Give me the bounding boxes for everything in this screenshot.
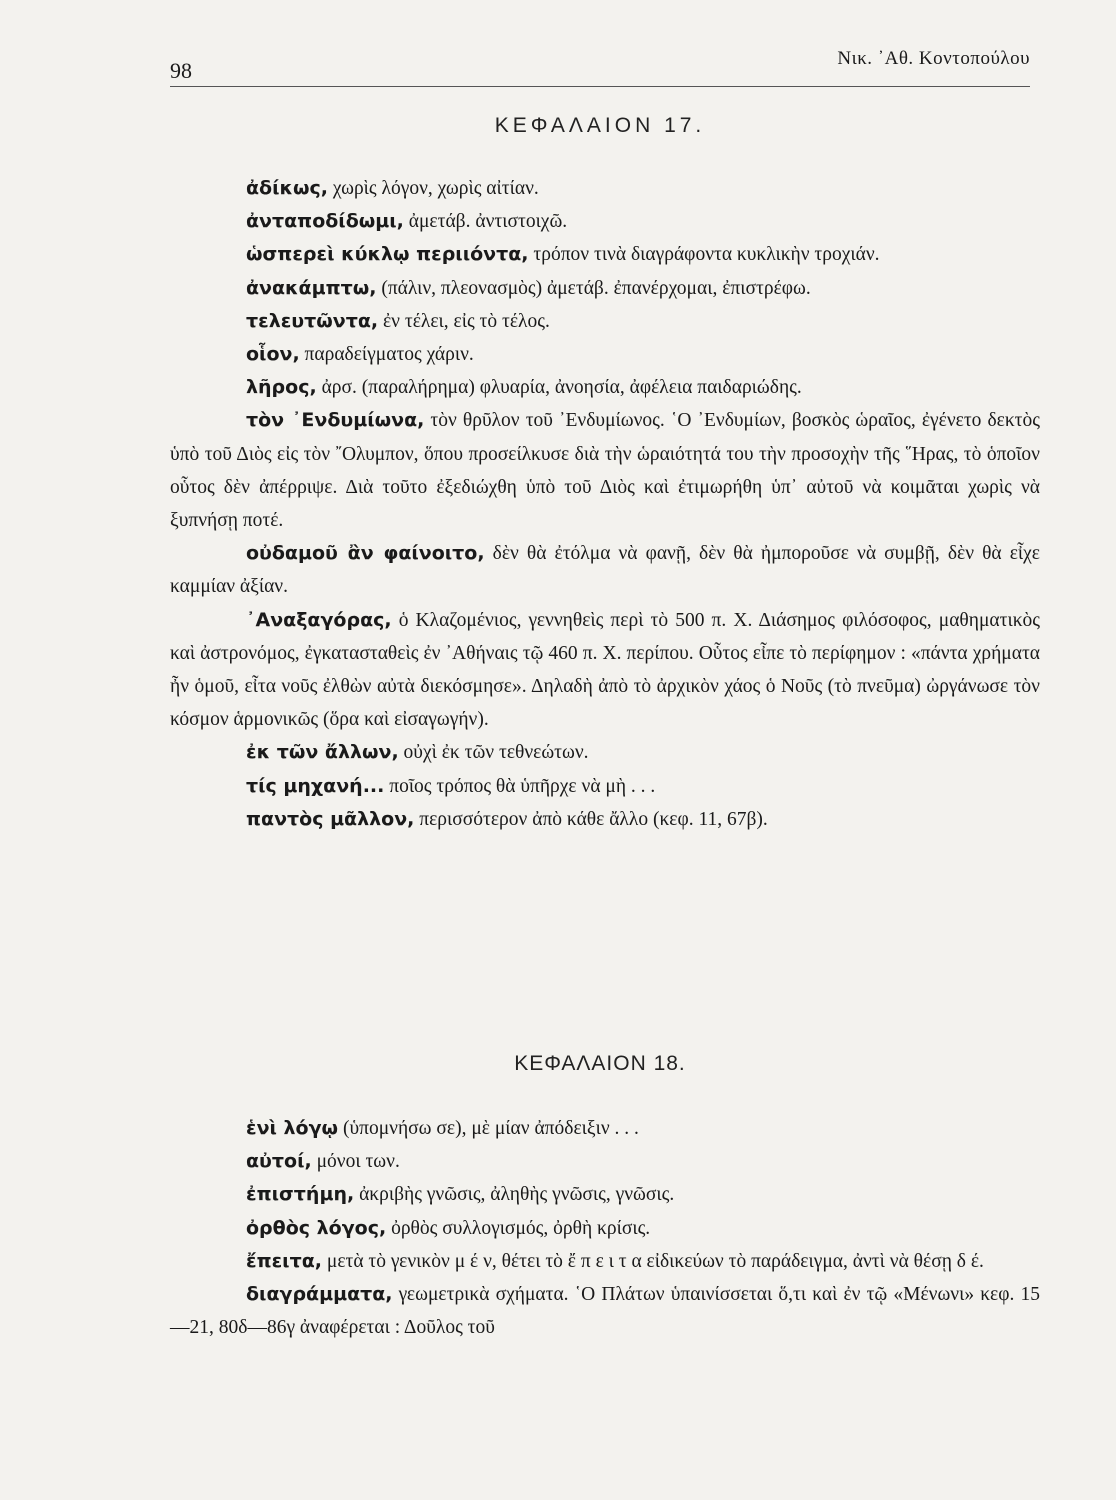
gloss-term: αὐτοί, xyxy=(246,1150,312,1173)
gloss-entry xyxy=(170,770,1040,803)
gloss-entry xyxy=(170,205,1040,238)
gloss-entry xyxy=(170,803,1040,836)
page-number: 98 xyxy=(170,58,192,83)
gloss-definition: οὐχὶ ἐκ τῶν τεθνεώτων. xyxy=(398,742,589,764)
gloss-entry xyxy=(170,338,1040,371)
running-head xyxy=(170,40,1030,83)
chapter-18-glossary xyxy=(170,1112,1040,1344)
gloss-term: ἑνὶ λόγῳ xyxy=(246,1117,339,1139)
chapter-17-glossary xyxy=(170,172,1040,836)
gloss-term: λῆρος, xyxy=(246,376,317,399)
gloss-entry xyxy=(170,1145,1040,1178)
gloss-definition: ἀκριβὴς γνῶσις, ἀληθὴς γνῶσις, γνῶσις. xyxy=(354,1184,675,1206)
gloss-term: ἔπειτα, xyxy=(246,1249,322,1272)
gloss-term: τελευτῶντα, xyxy=(246,309,379,332)
gloss-entry xyxy=(170,305,1040,338)
gloss-term: παντὸς μᾶλλον, xyxy=(246,807,415,830)
gloss-entry xyxy=(170,1278,1040,1344)
gloss-definition: μετὰ τὸ γενικὸν μ έ ν, θέτει τὸ ἔ π ε ι τ α εἰδικεύων τὸ παράδειγμα, ἀντὶ νὰ θέσῃ δ έ. xyxy=(321,1250,984,1272)
gloss-definition: δὲν θὰ ἐτόλμα νὰ φανῇ, δὲν θὰ ἠμποροῦσε νὰ συμβῇ, δὲν θὰ εἶχε καμμίαν ἀξίαν. xyxy=(170,543,1040,598)
chapter-17-title: ΚΕΦΑΛΑΙΟΝ 17. xyxy=(494,114,706,137)
gloss-term: ἀνακάμπτω, xyxy=(246,276,377,299)
gloss-definition: μόνοι των. xyxy=(311,1151,400,1173)
gloss-definition: ἀμετάβ. ἀντιστοιχῶ. xyxy=(403,211,568,233)
gloss-entry xyxy=(170,604,1040,737)
gloss-term: οἷον, xyxy=(246,343,300,366)
gloss-term: ὀρθὸς λόγος, xyxy=(246,1216,387,1239)
gloss-term: ᾿Αναξαγόρας, xyxy=(246,608,392,631)
gloss-entry xyxy=(170,404,1040,537)
gloss-entry xyxy=(170,272,1040,305)
gloss-entry xyxy=(170,1178,1040,1211)
gloss-entry xyxy=(170,1212,1040,1245)
gloss-definition: περισσότερον ἀπὸ κάθε ἄλλο (κεφ. 11, 67β). xyxy=(414,808,768,830)
gloss-term: οὐδαμοῦ ἂν φαίνοιτο, xyxy=(246,542,485,565)
gloss-term: ἀνταποδίδωμι, xyxy=(246,210,404,233)
gloss-definition: χωρὶς λόγον, χωρὶς αἰτίαν. xyxy=(328,178,539,199)
gloss-term: διαγράμματα, xyxy=(246,1283,393,1306)
gloss-definition: ὀρθὸς συλλογισμός, ὀρθὴ κρίσις. xyxy=(386,1217,651,1239)
gloss-definition: γεωμετρικὰ σχήματα. ῾Ο Πλάτων ὑπαινίσσεται ὅ,τι καὶ ἐν τῷ «Μένωνι» κεφ. 15—21, 80δ—86γ ἀναφέρεται : Δοῦλος τοῦ xyxy=(170,1284,1040,1339)
gloss-definition: τρόπον τινὰ διαγράφοντα κυκλικὴν τροχιάν. xyxy=(528,244,880,266)
header-rule xyxy=(170,86,1030,87)
gloss-definition: (πάλιν, πλεονασμὸς) ἀμετάβ. ἐπανέρχομαι, ἐπιστρέφω. xyxy=(376,277,811,299)
gloss-definition: ἐν τέλει, εἰς τὸ τέλος. xyxy=(378,310,550,332)
gloss-definition: ὁ Κλαζομένιος, γεννηθεὶς περὶ τὸ 500 π. Χ. Διάσημος φιλόσοφος, μαθηματικὸς καὶ ἀστρονόμος, ἐγκατασταθεὶς ἐν ᾿Αθήναις τῷ 460 π. Χ. περίπου. Οὗτος εἶπε τὸ περίφημον : «πάντα χρήματα ἦν ὁμοῦ, εἶτα νοῦς ἐλθὼν αὐτὰ διεκόσμησε». Δηλαδὴ ἀπὸ τὸ ἀρχικὸν χάος ὁ Νοῦς (τὸ πνεῦμα) ὠργάνωσε τὸν κόσμον ἁρμονικῶς (ὅρα καὶ εἰσαγωγήν). xyxy=(170,609,1040,731)
gloss-term: ἐπιστήμη, xyxy=(246,1183,355,1206)
gloss-definition: (ὑπομνήσω σε), μὲ μίαν ἀπόδειξιν . . . xyxy=(338,1118,639,1139)
running-head-author: Νικ. ᾿Αθ. Κοντοπούλου xyxy=(837,48,1030,69)
gloss-entry xyxy=(170,371,1040,404)
gloss-term: ἀδίκως, xyxy=(246,177,329,199)
gloss-entry xyxy=(170,1245,1040,1278)
gloss-definition: ἀρσ. (παραλήρημα) φλυαρία, ἀνοησία, ἀφέλεια παιδαριώδης. xyxy=(316,377,802,399)
gloss-entry xyxy=(170,736,1040,769)
gloss-definition: τὸν θρῦλον τοῦ ᾿Ενδυμίωνος. ῾Ο ᾿Ενδυμίων, βοσκὸς ὡραῖος, ἐγένετο δεκτὸς ὑπὸ τοῦ Διὸς εἰς τὸν ῎Ολυμπον, ὅπου προσείλκυσε διὰ τὴν ὡραιότητά του τὴν προσοχὴν τῆς ῞Ηρας, τὸ ὁποῖον οὗτος δὲν ἀπέρριψε. Διὰ τοῦτο ἐξεδιώχθη ὑπὸ τοῦ Διὸς καὶ ἐτιμωρήθη ὑπ᾿ αὐτοῦ νὰ κοιμᾶται χωρὶς νὰ ξυπνήσῃ ποτέ. xyxy=(170,410,1040,532)
gloss-entry xyxy=(170,1112,1040,1145)
gloss-entry xyxy=(170,238,1040,271)
gloss-term: ἐκ τῶν ἄλλων, xyxy=(246,741,399,764)
gloss-term: ὡσπερεὶ κύκλῳ περιιόντα, xyxy=(246,243,529,266)
gloss-entry xyxy=(170,172,1040,205)
gloss-term: τὸν ᾿Ενδυμίωνα, xyxy=(246,409,425,432)
gloss-definition: παραδείγματος χάριν. xyxy=(299,344,474,366)
gloss-entry xyxy=(170,537,1040,603)
gloss-definition: ποῖος τρόπος θὰ ὑπῆρχε νὰ μὴ . . . xyxy=(384,775,656,797)
gloss-term: τίς μηχανή... xyxy=(246,774,385,797)
chapter-18-title: ΚΕΦΑΛΑΙΟΝ 18. xyxy=(514,1052,686,1075)
